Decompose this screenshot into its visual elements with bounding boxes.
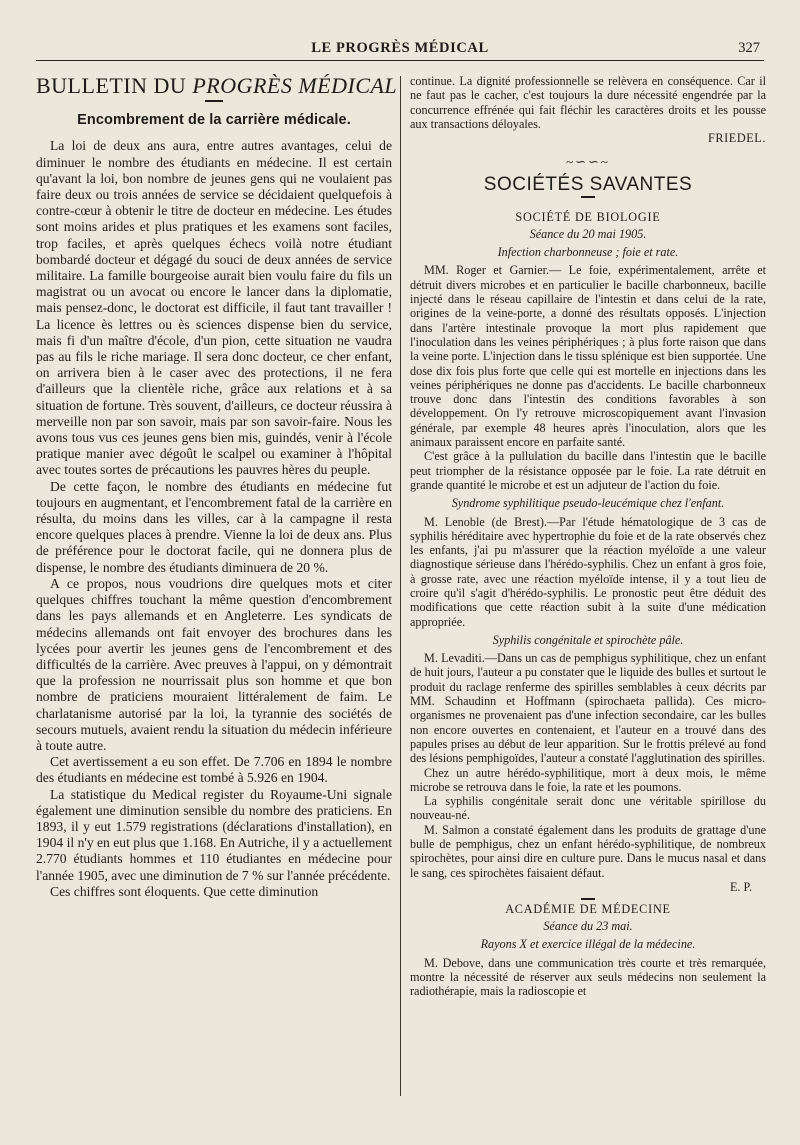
- bulletin-title-prefix: BULLETIN DU: [36, 73, 193, 98]
- article-paragraph: La loi de deux ans aura, entre autres avantages, celui de diminuer le nombre des étudiants en médecine. Il est certain qu'avant la loi, bon nombre de jeunes gens qui ne voulaient pas faire deux ou trois années de service se décidaient quelquefois à contre-cœur à obtenir le titre de docteur en médecine. Les études sont moins arides et plus pratiques et les examens sont faciles, trop faciles, et après quelques échecs voilà notre étudiant bombardé docteur et dégagé du souci de deux années de service militaire. La famille bourgeoise aurait bien voulu faire du fils un magistrat ou un avocat ou encore le lancer dans la diplomatie, mais pensez-donc, le doctorat est difficile, il faut tant travailler ! La licence ès lettres ou ès sciences dispense bien du service, mais fi d'un maître d'école, d'un pion, cette situation ne vaudra pas au fils le riche mariage. Il sera donc docteur, ce cher enfant, on arrivera bien à le caser avec des protections, il ne fera d'ailleurs que la clientèle riche, grâce aux relations et à sa situation de fortune. Très souvent, d'ailleurs, ce docteur réussira à merveille non par son savoir, mais par son savoir-faire. Nous les avons tous vus ces jeunes gens bien mis, guindés, venir à l'école pratique manier avec dégoût le scalpel ou examiner à l'hôpital avec toutes sortes de précautions les pauvres hères du peuple.: [36, 138, 392, 478]
- report-paragraph: M. Salmon a constaté également dans les produits de grattage d'une bulle de pemphigus, chez un enfant hérédo-syphilitique, de nombreux spirochètes, pour ainsi dire en culture pure. Dans le mucus nasal et dans le sang, ces spirochètes faisaient défaut.: [410, 822, 766, 880]
- society-heading-biologie: SOCIÉTÉ DE BIOLOGIE: [515, 209, 661, 224]
- session-date-biologie: Séance du 20 mai 1905.: [529, 226, 647, 241]
- subheading: Syphilis congénitale et spirochète pâle.: [492, 632, 684, 647]
- article-title: Encombrement de la carrière médicale.: [77, 112, 351, 129]
- title-dash: [205, 100, 223, 102]
- report-paragraph: MM. Roger et Garnier.— Le foie, expérimentalement, arrête et détruit divers microbes et en particulier le bacille charbonneux, bacille injecté dans le réseau capillaire de l'intestin et dans celui de la rate, origines de la veine-porte, a donné des résultats opposés. L'injection dans l'artère intestinale provoque la mort plus rapidement que l'inoculation dans les veines périphériques ; à plus forte raison que dans la veine porte. L'injection dans le tissu splénique est bien supportée. Une dose dix fois plus forte que celle qui est mortelle en injections dans les veines périphériques ne donne pas d'accidents. Le bacille charbonneux trouve donc dans l'intestin des conditions favorables à son développement. On l'y retrouve microscopiquement avant l'invasion générale, par exemple 48 heures après l'inoculation, alors que les animaux paraissent encore en parfaite santé.: [410, 263, 766, 450]
- article-paragraph: Cet avertissement a eu son effet. De 7.706 en 1894 le nombre des étudiants en médecine est tombé à 5.926 en 1904.: [36, 754, 392, 786]
- section-title: SOCIÉTÉS SAVANTES: [483, 173, 693, 195]
- report-paragraph: La syphilis congénitale serait donc une véritable spirillose du nouveau-né.: [410, 794, 766, 823]
- report-paragraph: M. Lenoble (de Brest).—Par l'étude hématologique de 3 cas de syphilis héréditaire avec hypertrophie du foie et de la rate observés chez les enfants, j'ai pu m'assurer que la réaction myéloïde a une valeur diagnostique sérieuse dans l'hérédo-syphilis. Chez un enfant à gros foie, à grosse rate, avec une réaction myéloïde intense, il y a tout lieu de croire qu'il s'agit d'hérédo-syphilis. Le pronostic peut être déduit des modifications que cette réaction subit à la suite d'une médication appropriée.: [410, 514, 766, 629]
- report-paragraph: M. Debove, dans une communication très courte et très remarquée, montre la nécessité de réserver aux seuls médecins non seulement la radiothérapie, mais la radioscopie et: [410, 955, 766, 999]
- report-paragraph: Chez un autre hérédo-syphilitique, mort à deux mois, le même microbe se retrouva dans le foie, la rate et les poumons.: [410, 765, 766, 794]
- subheading: Rayons X et exercice illégal de la médecine.: [480, 937, 696, 952]
- author-signature: [410, 131, 766, 145]
- section-dash: [581, 196, 595, 198]
- left-column: [36, 73, 398, 900]
- report-paragraph: C'est grâce à la pullulation du bacille dans l'intestin que le bacille peut triompher de la résistance opposée par le foie. La rate détruit en grande quantité le microbe et est un adjuteur de l'action du foie.: [410, 449, 766, 492]
- subheading: Syndrome syphilitique pseudo-leucémique chez l'enfant.: [451, 496, 725, 511]
- article-continuation: continue. La dignité professionnelle se relèvera en conséquence. Car il ne faut pas le cacher, c'est toujours la dure nécessité engendrée par la concurrence effrénée qui fait fléchir les caractères droits et les pousse aux transactions déloyales.: [410, 74, 766, 131]
- running-title: LE PROGRÈS MÉDICAL: [311, 40, 489, 56]
- page-number: 327: [738, 40, 760, 56]
- article-paragraph: De cette façon, le nombre des étudiants en médecine fut toujours en augmentant, et l'encombrement fatal de la carrière en résulta, du moins dans les villes, car à la campagne il resta encore quelques places à prendre. Vienne la loi de deux ans. Plus de préférence pour le doctorat facile, qui ne donnera plus de dispense, le nombre des étudiants diminuera de 20 %.: [36, 478, 392, 575]
- running-header: [36, 38, 764, 61]
- column-divider: [400, 76, 401, 1096]
- bulletin-title-emphasis: PROGRÈS MÉDICAL: [192, 73, 398, 98]
- report-paragraph: M. Levaditi.—Dans un cas de pemphigus syphilitique, chez un enfant de huit jours, l'auteur a pu constater que le liquide des bulles et surtout le produit du raclage renferme des spirilles semblables à ceux décrits par MM. Schaudinn et Hoffmann (spirochaeta pallida). Ces micro-organismes ne provenaient pas d'une infection secondaire, car les bulles non encore ouvertes en contenaient, et l'auteur en a trouvé dans des papules prises au début de leur apparition. Sur le frottis prélevé au fond des lésions pemphigoïdes, l'auteur a constaté l'agglutination des spirilles.: [410, 651, 766, 766]
- society-heading-academie: ACADÉMIE DE MÉDECINE: [505, 901, 671, 916]
- article-paragraph: A ce propos, nous voudrions dire quelques mots et citer quelques chiffres touchant la même question d'encombrement dans les pays allemands et en Angleterre. Les syndicats de médecins allemands ont fait envoyer des brochures dans les lycées pour avertir les jeunes gens de l'encombrement et des difficultés de la carrière. Avec preuves à l'appui, on y démontrait que la profession ne nourrissait plus son homme et que bon nombre de praticiens mouraient littéralement de faim. Le charlatanisme autorisé par la loi, la tyrannie des sociétés de secours mutuels, avaient rendu la situation du médecin inférieure à toute autre.: [36, 575, 392, 753]
- signature-name: FRIEDEL.: [708, 131, 766, 146]
- right-column: [410, 74, 766, 999]
- bulletin-title: [36, 73, 398, 98]
- subheading: Infection charbonneuse ; foie et rate.: [497, 245, 679, 260]
- article-paragraph: La statistique du Medical register du Royaume-Uni signale également une diminution sensible du nombre des praticiens. En 1893, il y eut 1.579 registrations (déclarations d'installation), en 1904 il n'y en eut plus que 1.168. En Autriche, il y a actuellement 2.770 étudiants hommes et 110 étudiantes en médecine pour l'année 1905, avec une diminution de 7 % sur l'année précédente.: [36, 786, 392, 883]
- initials-signature: E. P.: [729, 879, 752, 894]
- session-date-academie: Séance du 23 mai.: [543, 919, 633, 934]
- article-paragraph: Ces chiffres sont éloquents. Que cette diminution: [50, 883, 319, 899]
- section-ornament: ~∽∽~: [566, 154, 610, 170]
- society-dash: [581, 898, 595, 900]
